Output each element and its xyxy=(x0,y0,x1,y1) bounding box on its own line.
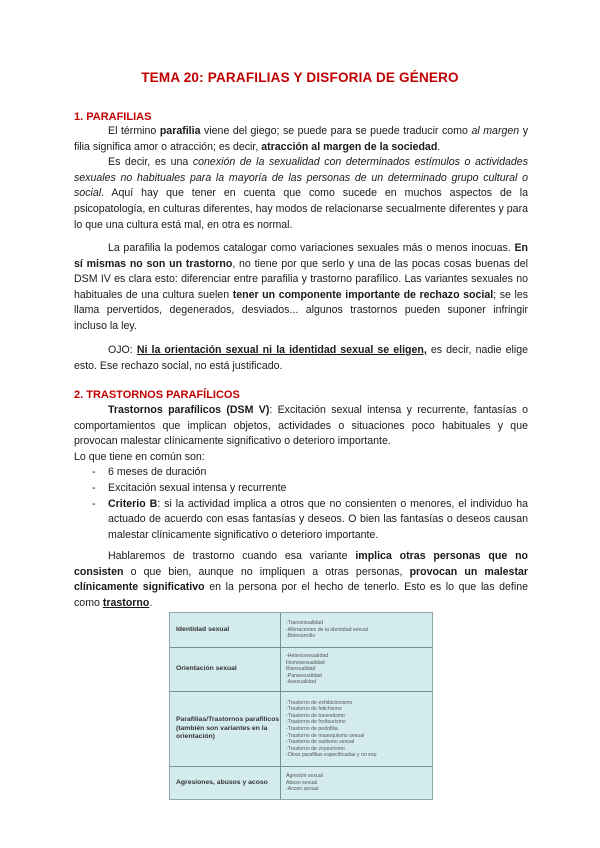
text: ; se les llama pervertidos, degenerados, desviados... algunos trastornos pueden suponer infringir incluso la ley. xyxy=(74,288,529,332)
table-row xyxy=(170,767,432,799)
section-heading-parafilias: 1. PARAFILIAS xyxy=(74,111,152,123)
text: El término xyxy=(108,125,160,137)
table-row-label: Agresiones, abusos y acoso xyxy=(170,767,281,799)
list-item: - Criterio B: si la actividad implica a otros que no consienten o menores, el individuo ha actuado de acuerdo con esas fantasías y deseos. O bien las fantasías o deseos causan malestar clínicamente significativo o deterioro importante. xyxy=(74,497,528,544)
bold-term: tener un componente importante de rechazo social xyxy=(232,288,494,301)
bold-underlined-term: Ni la orientación sexual ni la identidad sexual se eligen, xyxy=(136,344,427,356)
criteria-list xyxy=(74,465,528,543)
section-heading-trastornos: 2. TRASTORNOS PARAFÍLICOS xyxy=(74,389,240,401)
text: . xyxy=(437,140,441,153)
bold-term: parafilia xyxy=(159,125,201,137)
text: . xyxy=(149,596,153,609)
text: La parafilia la podemos catalogar como variaciones sexuales más o menos inocuas. xyxy=(108,242,515,254)
bold-term: Trastornos parafílicos (DSM V) xyxy=(108,404,270,416)
common-intro: Lo que tiene en común son: xyxy=(74,450,205,463)
text: Es decir, es una xyxy=(108,156,193,169)
table-row xyxy=(170,613,432,647)
classification-table-image xyxy=(169,612,433,800)
text: es decir, nadie elige esto. Ese rechazo social, no está justificado. xyxy=(74,344,528,372)
bold-term: implica otras personas que no consisten xyxy=(74,550,529,578)
italic-term: al margen xyxy=(471,125,520,137)
list-item: - 6 meses de duración xyxy=(74,465,528,481)
table-row-items: -Heterosexualidad Homosexualidad Bisexualidad -Pansexualidad -Asexualidad xyxy=(281,647,433,691)
bold-term: provocan un malestar clínicamente significativo xyxy=(74,565,528,594)
text: viene del giego; se puede para se puede traducir como xyxy=(200,125,472,137)
paragraph-hablaremos xyxy=(74,549,528,611)
text: : Excitación sexual intensa y recurrente, fantasías o comportamientos que implican objetos, actividades o situaciones poco habituales y que provocan malestar clínicamente significativo o deterioro importante. xyxy=(74,404,528,448)
paragraph xyxy=(74,155,528,233)
table-row-label: Orientación sexual xyxy=(170,647,281,691)
text: , no tiene por que serlo y una de las pocas cosas buenas del DSM IV es clara esto: diferenciar entre parafilia y trastorno parafílico. Las variantes sexuales no habituales de una cultura suelen xyxy=(74,257,529,301)
italic-definition: conexión de la sexualidad con determinados estímulos o actividades sexuales no habituales para la mayoría de las personas de un determinado grupo cultural o social xyxy=(74,156,528,200)
bold-term: atracción al margen de la sociedad xyxy=(261,140,438,153)
table-row xyxy=(170,692,432,767)
text: Hablaremos de trastorno cuando esa variante xyxy=(108,550,356,562)
document-title: TEMA 20: PARAFILIAS Y DISFORIA DE GÉNERO xyxy=(141,70,459,85)
section-parafilias-body xyxy=(74,124,528,233)
table-row-items: -Transexualidad -Alteraciones de la identidad sexual -Bidesarrollo xyxy=(281,613,433,647)
section-trastornos-body xyxy=(74,403,528,543)
table-row-label: Parafilias/Trastornos parafílicos (también son variantes en la orientación) xyxy=(170,692,281,767)
paragraph-ojo xyxy=(74,343,528,374)
table-row-items: -Trastorno de exhibicionismo -Trastorno de fetichismo -Trastorno de travestismo -Trastorno de frotteurismo -Trastorno de pedofilia -Trastorno de masoquismo sexual -Trastorno de sadismo sexual -Trastorno de voyeurismo -Otras parafilias especificadas y no esp xyxy=(281,692,433,767)
bold-term: En sí mismas no son un trastorno xyxy=(74,242,528,270)
table-row-label: Identidad sexual xyxy=(170,613,281,647)
table-row-items: Agresión sexual Abuso sexual -Acoso sexual xyxy=(286,773,323,793)
bold-underlined-term: trastorno xyxy=(102,596,150,609)
paragraph xyxy=(74,124,528,155)
text: y filia significa amor o atracción; es decir, xyxy=(74,125,528,153)
paragraph-variaciones xyxy=(74,241,528,335)
text: OJO: xyxy=(108,344,137,356)
text: en la persona por el hecho de tenerlo. Esto es lo que las define como xyxy=(74,581,528,609)
text: o que bien, aunque no impliquen a otras personas, xyxy=(123,565,410,578)
table-row xyxy=(170,647,432,691)
list-item: - Excitación sexual intensa y recurrente xyxy=(74,481,528,497)
text: . Aquí hay que tener en cuenta que como sucede en muchos aspectos de la psicopatología, en culturas diferentes, hay modos de relacionarse secualmente diferentes y para lo que una cultura está mal, en otra es normal. xyxy=(74,187,528,231)
